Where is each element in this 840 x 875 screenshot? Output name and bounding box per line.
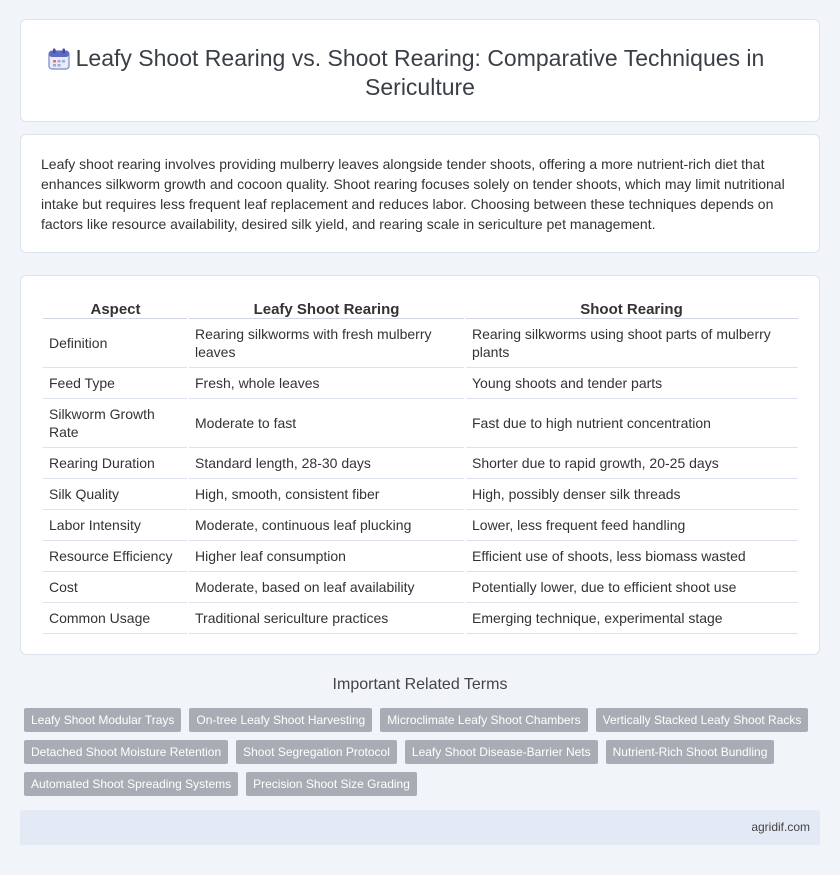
table-header-row	[43, 296, 798, 318]
related-term-tag[interactable]: Vertically Stacked Leafy Shoot Racks	[596, 708, 809, 732]
table-row	[43, 540, 798, 571]
table-cell: Lower, less frequent feed handling	[465, 509, 798, 540]
table-cell: Potentially lower, due to efficient shoot use	[465, 571, 798, 602]
intro-card	[20, 134, 820, 253]
table-row	[43, 447, 798, 478]
table-row	[43, 509, 798, 540]
related-term-tag[interactable]: Microclimate Leafy Shoot Chambers	[380, 708, 587, 732]
table-cell: Young shoots and tender parts	[465, 367, 798, 398]
table-cell: Definition	[43, 318, 188, 367]
table-row	[43, 318, 798, 367]
title-card	[20, 19, 820, 122]
comparison-table	[43, 296, 798, 634]
table-row	[43, 571, 798, 602]
table-cell: Rearing silkworms with fresh mulberry leaves	[188, 318, 465, 367]
table-row	[43, 478, 798, 509]
related-term-tag[interactable]: Shoot Segregation Protocol	[236, 740, 397, 764]
table-cell: Shorter due to rapid growth, 20-25 days	[465, 447, 798, 478]
table-cell: Fast due to high nutrient concentration	[465, 398, 798, 447]
related-terms-list	[24, 708, 814, 804]
header-leafy-shoot: Leafy Shoot Rearing	[188, 296, 465, 318]
footer	[20, 810, 820, 845]
table-cell: Rearing Duration	[43, 447, 188, 478]
footer-site-link[interactable]: agridif.com	[751, 820, 810, 834]
table-cell: Traditional sericulture practices	[188, 602, 465, 633]
related-term-tag[interactable]: On-tree Leafy Shoot Harvesting	[189, 708, 372, 732]
table-cell: Silkworm Growth Rate	[43, 398, 188, 447]
related-terms-heading: Important Related Terms	[332, 676, 508, 693]
header-shoot: Shoot Rearing	[465, 296, 798, 318]
table-cell: High, possibly denser silk threads	[465, 478, 798, 509]
table-cell: Moderate to fast	[188, 398, 465, 447]
table-cell: Standard length, 28-30 days	[188, 447, 465, 478]
table-row	[43, 602, 798, 633]
intro-paragraph: Leafy shoot rearing involves providing mulberry leaves alongside tender shoots, offering a more nutrient-rich diet that enhances silkworm growth and cocoon quality. Shoot rearing focuses solely on tender shoots, which may limit nutritional intake but requires less frequent leaf replacement and reduces labor. Choosing between these techniques depends on factors like resource availability, desired silk yield, and rearing scale in sericulture pet management.	[41, 156, 785, 232]
table-row	[43, 367, 798, 398]
table-cell: Cost	[43, 571, 188, 602]
table-cell: High, smooth, consistent fiber	[188, 478, 465, 509]
related-term-tag[interactable]: Nutrient-Rich Shoot Bundling	[606, 740, 775, 764]
tag-row	[24, 772, 814, 796]
table-cell: Feed Type	[43, 367, 188, 398]
related-term-tag[interactable]: Leafy Shoot Disease-Barrier Nets	[405, 740, 598, 764]
table-cell: Fresh, whole leaves	[188, 367, 465, 398]
table-cell: Higher leaf consumption	[188, 540, 465, 571]
table-cell: Rearing silkworms using shoot parts of mulberry plants	[465, 318, 798, 367]
tag-row	[24, 708, 814, 732]
header-aspect: Aspect	[43, 296, 188, 318]
page-title: Leafy Shoot Rearing vs. Shoot Rearing: Comparative Techniques in Sericulture	[75, 45, 765, 100]
related-term-tag[interactable]: Precision Shoot Size Grading	[246, 772, 417, 796]
table-cell: Emerging technique, experimental stage	[465, 602, 798, 633]
table-cell: Common Usage	[43, 602, 188, 633]
table-cell: Efficient use of shoots, less biomass wasted	[465, 540, 798, 571]
table-cell: Labor Intensity	[43, 509, 188, 540]
comparison-card	[20, 275, 820, 655]
table-cell: Silk Quality	[43, 478, 188, 509]
related-term-tag[interactable]: Leafy Shoot Modular Trays	[24, 708, 181, 732]
table-cell: Moderate, continuous leaf plucking	[188, 509, 465, 540]
table-cell: Moderate, based on leaf availability	[188, 571, 465, 602]
tag-row	[24, 740, 814, 764]
table-cell: Resource Efficiency	[43, 540, 188, 571]
related-term-tag[interactable]: Automated Shoot Spreading Systems	[24, 772, 238, 796]
related-term-tag[interactable]: Detached Shoot Moisture Retention	[24, 740, 228, 764]
table-row	[43, 398, 798, 447]
